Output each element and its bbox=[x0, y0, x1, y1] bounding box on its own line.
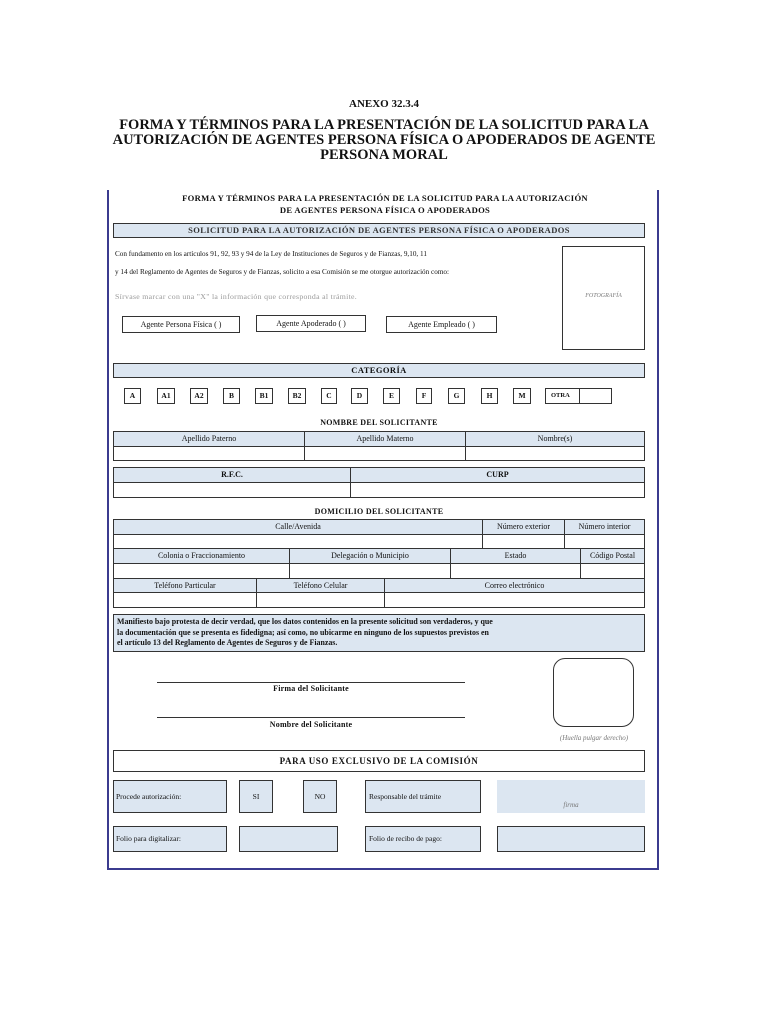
telefono-particular-field[interactable] bbox=[114, 593, 257, 607]
categoria-option-d[interactable]: D bbox=[351, 388, 368, 404]
domicilio-table bbox=[113, 519, 645, 608]
comision-bar: PARA USO EXCLUSIVO DE LA COMISIÓN bbox=[113, 750, 645, 772]
folio-digitalizar-label: Folio para digitalizar: bbox=[113, 826, 227, 852]
header-telefono-particular: Teléfono Particular bbox=[114, 579, 257, 592]
page-title bbox=[110, 118, 658, 163]
telefono-celular-field[interactable] bbox=[257, 593, 385, 607]
colonia-field[interactable] bbox=[114, 564, 290, 578]
categoria-option-a2[interactable]: A2 bbox=[190, 388, 208, 404]
fundamento-line-2: y 14 del Reglamento de Agentes de Seguros y de Fianzas, solicito a esa Comisión se me otorgue autorización como: bbox=[115, 268, 450, 276]
codigo-postal-field[interactable] bbox=[581, 564, 644, 578]
header-calle: Calle/Avenida bbox=[114, 520, 483, 534]
form-title-line-1: FORMA Y TÉRMINOS PARA LA PRESENTACIÓN DE LA SOLICITUD PARA LA AUTORIZACIÓN bbox=[182, 193, 588, 203]
categoria-option-e[interactable]: E bbox=[383, 388, 400, 404]
header-apellido-materno: Apellido Materno bbox=[305, 432, 466, 446]
declaracion-line-3: el artículo 13 del Reglamento de Agentes de Seguros y de Fianzas. bbox=[117, 638, 338, 647]
title-line-3: PERSONA MORAL bbox=[320, 147, 448, 163]
header-curp: CURP bbox=[486, 470, 509, 479]
photo-label: FOTOGRAFÍA bbox=[585, 293, 622, 299]
responsable-firma-label: firma bbox=[563, 801, 579, 809]
rfc-curp-table bbox=[113, 467, 645, 498]
form-title bbox=[140, 192, 630, 216]
curp-field[interactable] bbox=[351, 483, 644, 498]
folio-pago-label: Folio de recibo de pago: bbox=[365, 826, 481, 852]
categoria-option-b[interactable]: B bbox=[223, 388, 240, 404]
nombre-table bbox=[113, 431, 645, 461]
categoria-options bbox=[0, 388, 768, 405]
folio-digitalizar-field[interactable] bbox=[239, 826, 338, 852]
categoria-option-h[interactable]: H bbox=[481, 388, 498, 404]
declaracion-box bbox=[113, 614, 645, 652]
header-codigo-postal: Código Postal bbox=[589, 551, 636, 560]
numero-interior-field[interactable] bbox=[565, 535, 644, 548]
nombre-section-title: NOMBRE DEL SOLICITANTE bbox=[320, 418, 438, 427]
categoria-option-m[interactable]: M bbox=[513, 388, 531, 404]
header-estado: Estado bbox=[451, 549, 581, 563]
role-agente-empleado[interactable]: Agente Empleado ( ) bbox=[386, 316, 497, 333]
firma-label: Firma del Solicitante bbox=[273, 684, 349, 693]
otra-divider bbox=[579, 389, 580, 403]
header-rfc: R.F.C. bbox=[114, 468, 351, 482]
categoria-option-g[interactable]: G bbox=[448, 388, 465, 404]
declaracion-line-2: la documentación que se presenta es fidedigna; así como, no ubicarme en ninguno de los supuestos previstos en bbox=[117, 627, 489, 637]
categoria-option-otra[interactable] bbox=[545, 388, 612, 404]
firma-signature-line[interactable] bbox=[157, 682, 465, 683]
responsable-label: Responsable del trámite bbox=[365, 780, 481, 813]
header-numero-interior: Número interior bbox=[578, 522, 631, 531]
header-telefono-celular: Teléfono Celular bbox=[257, 579, 385, 592]
nombres-field[interactable] bbox=[466, 447, 644, 461]
responsable-firma-field[interactable] bbox=[497, 780, 645, 813]
apellido-materno-field[interactable] bbox=[305, 447, 466, 461]
fundamento-line-1: Con fundamento en los artículos 91, 92, 93 y 94 de la Ley de Instituciones de Seguros y de Fianzas, 9,10, 11 bbox=[115, 250, 427, 258]
title-line-1: FORMA Y TÉRMINOS PARA LA PRESENTACIÓN DE LA SOLICITUD PARA LA bbox=[119, 117, 649, 133]
form-title-line-2: DE AGENTES PERSONA FÍSICA O APODERADOS bbox=[279, 205, 491, 215]
role-agente-apoderado[interactable]: Agente Apoderado ( ) bbox=[256, 315, 366, 332]
delegacion-field[interactable] bbox=[290, 564, 451, 578]
photo-box[interactable] bbox=[562, 246, 645, 350]
categoria-option-b1[interactable]: B1 bbox=[255, 388, 273, 404]
apellido-paterno-field[interactable] bbox=[114, 447, 305, 461]
role-agente-persona-fisica[interactable]: Agente Persona Física ( ) bbox=[122, 316, 240, 333]
categoria-option-b2[interactable]: B2 bbox=[288, 388, 306, 404]
header-apellido-paterno: Apellido Paterno bbox=[114, 432, 305, 446]
instruction-text: Sírvase marcar con una "X" la información que corresponda al trámite. bbox=[115, 292, 358, 301]
otra-label: OTRA bbox=[551, 392, 570, 399]
nombre-signature-line[interactable] bbox=[157, 717, 465, 718]
header-delegacion: Delegación o Municipio bbox=[290, 549, 451, 563]
categoria-option-c[interactable]: C bbox=[321, 388, 337, 404]
correo-field[interactable] bbox=[385, 593, 644, 607]
folio-pago-field[interactable] bbox=[497, 826, 645, 852]
numero-exterior-field[interactable] bbox=[483, 535, 565, 548]
title-line-2: AUTORIZACIÓN DE AGENTES PERSONA FÍSICA O APODERADOS DE AGENTE bbox=[112, 132, 656, 148]
categoria-option-a1[interactable]: A1 bbox=[157, 388, 175, 404]
no-option[interactable]: NO bbox=[303, 780, 337, 813]
categoria-bar: CATEGORÍA bbox=[113, 363, 645, 378]
estado-field[interactable] bbox=[451, 564, 581, 578]
huella-box[interactable] bbox=[553, 658, 634, 727]
rfc-field[interactable] bbox=[114, 483, 351, 498]
procede-autorizacion-label: Procede autorización: bbox=[113, 780, 227, 813]
header-nombres: Nombre(s) bbox=[537, 434, 573, 443]
categoria-option-a[interactable]: A bbox=[124, 388, 141, 404]
declaracion-line-1: Manifiesto bajo protesta de decir verdad, que los datos contenidos en la presente solicitud son verdaderos, y que bbox=[117, 617, 493, 626]
anexo-number: ANEXO 32.3.4 bbox=[349, 98, 419, 110]
si-option[interactable]: SI bbox=[239, 780, 273, 813]
header-correo: Correo electrónico bbox=[484, 581, 545, 590]
nombre-label: Nombre del Solicitante bbox=[269, 720, 353, 729]
header-numero-exterior: Número exterior bbox=[483, 520, 565, 534]
categoria-option-f[interactable]: F bbox=[416, 388, 432, 404]
calle-field[interactable] bbox=[114, 535, 483, 548]
solicitud-bar: SOLICITUD PARA LA AUTORIZACIÓN DE AGENTES PERSONA FÍSICA O APODERADOS bbox=[113, 223, 645, 238]
domicilio-section-title: DOMICILIO DEL SOLICITANTE bbox=[314, 507, 444, 516]
header-colonia: Colonia o Fraccionamiento bbox=[114, 549, 290, 563]
huella-label: (Huella pulgar derecho) bbox=[559, 734, 629, 742]
